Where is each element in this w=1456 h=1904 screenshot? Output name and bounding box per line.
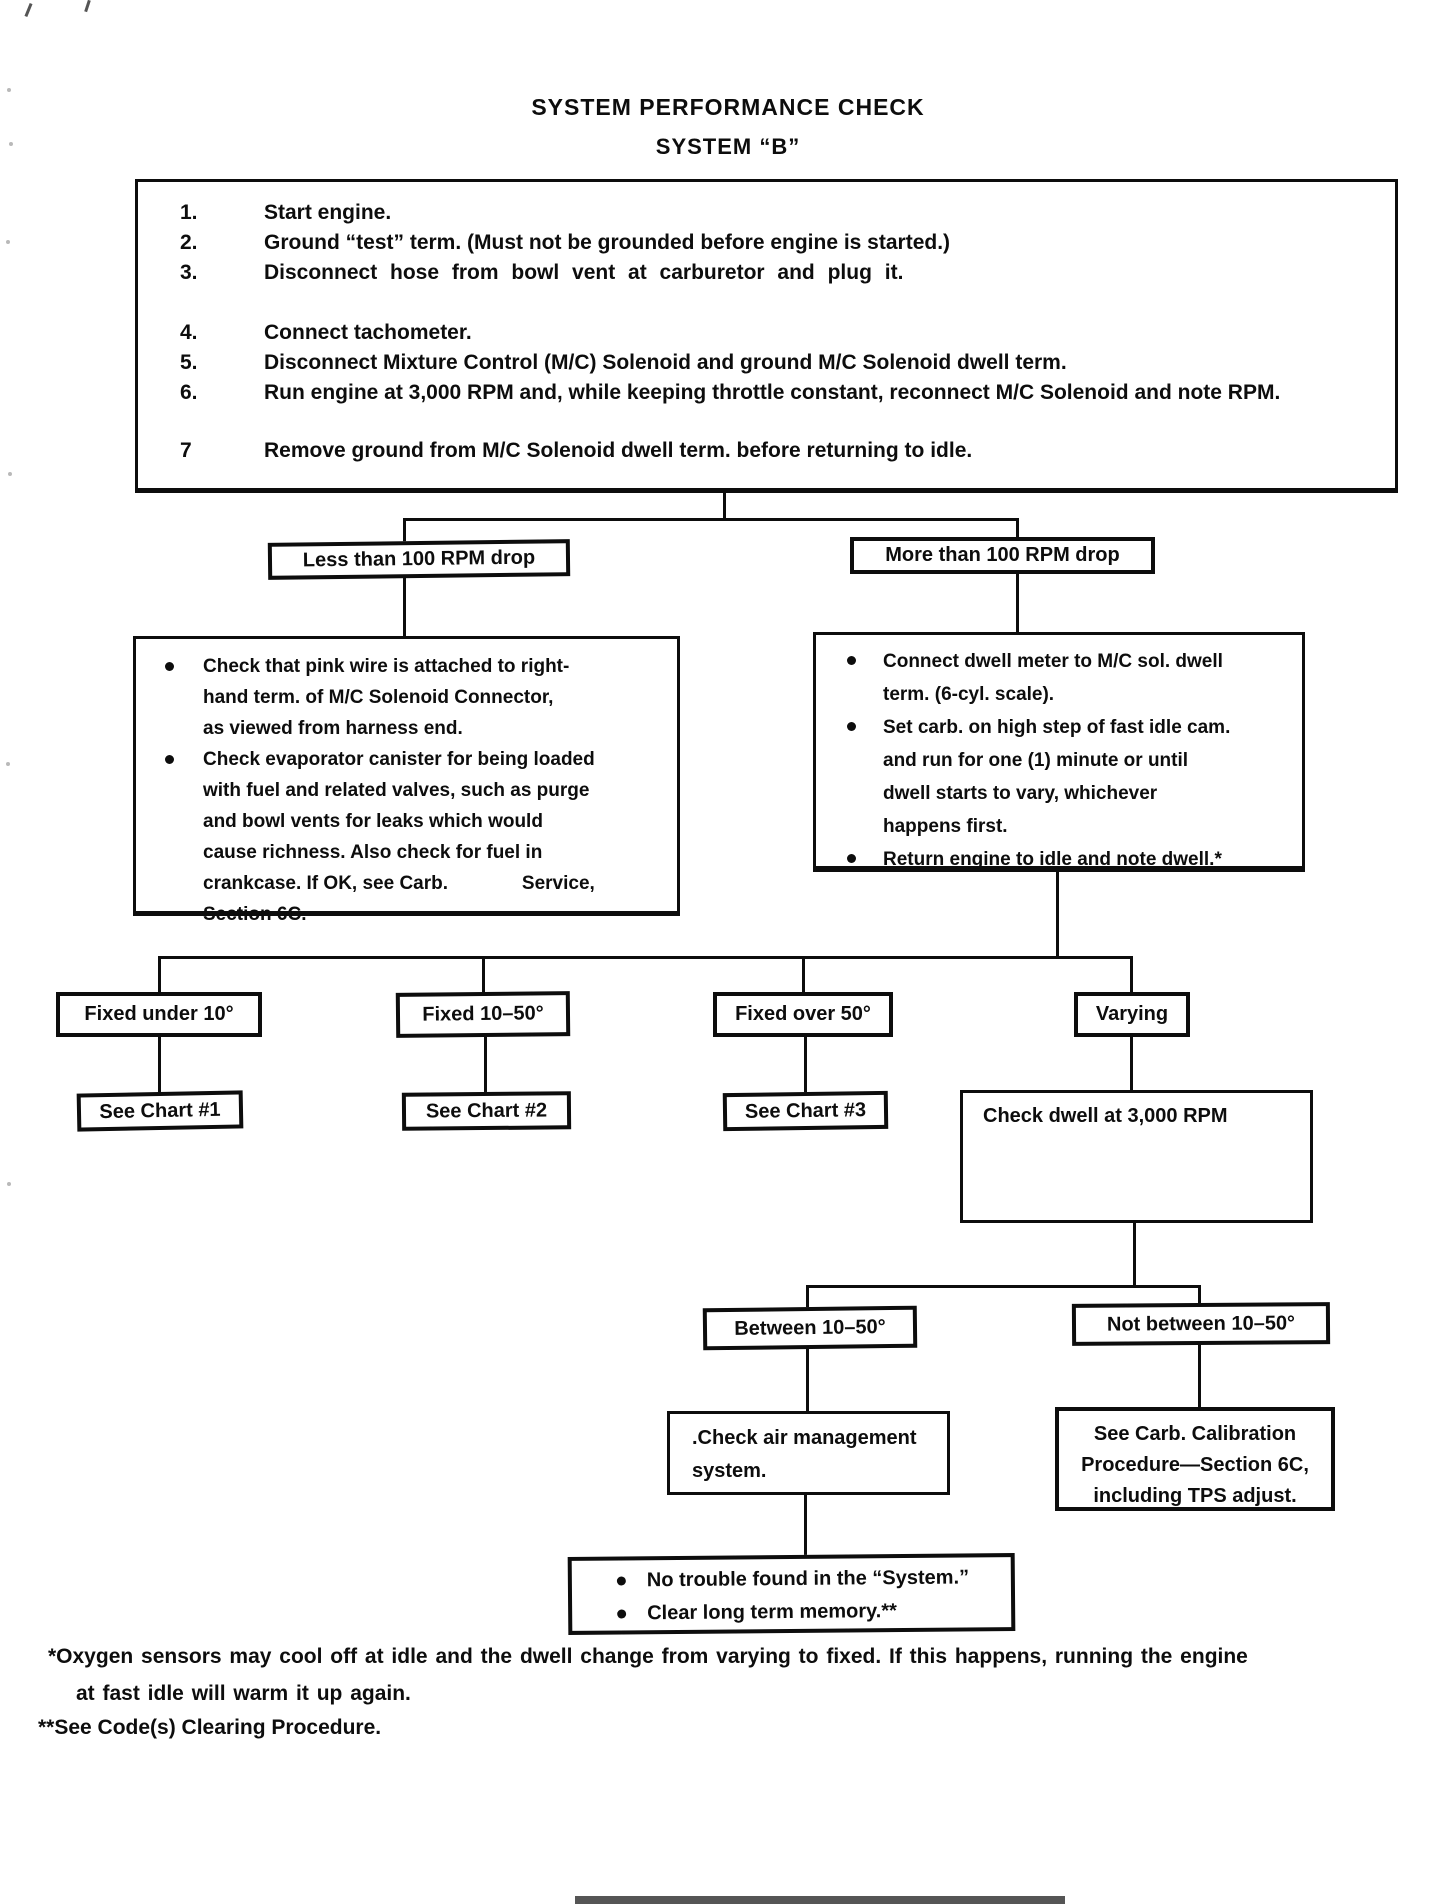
scan-speck (7, 1182, 11, 1186)
bullet-line: Clear long term memory.** (597, 1594, 1011, 1631)
step-row (180, 318, 1375, 348)
step-number: 7 (180, 439, 192, 462)
bullet-icon (617, 1609, 626, 1618)
scan-speck (8, 472, 12, 476)
action-box-see-chart-2: See Chart #2 (402, 1091, 571, 1130)
connector-line (806, 1348, 809, 1411)
scan-speck (7, 88, 11, 92)
bullet-line: Return engine to idle and note dwell.* (835, 843, 1296, 876)
between-10-50-box: Between 10–50° (703, 1306, 917, 1351)
bullet-line: dwell starts to vary, whichever (883, 783, 1158, 804)
connector-line (1130, 956, 1133, 994)
right-dwell-box (813, 632, 1305, 872)
connector-line (482, 956, 485, 994)
bullet-line: cause richness. Also check for fuel in (203, 842, 543, 863)
step-text: Disconnect hose from bowl vent at carburetor and plug it. (264, 261, 904, 284)
bullet-line: as viewed from harness end. (203, 718, 463, 739)
bullet-icon (847, 656, 856, 665)
connector-line (484, 1037, 487, 1092)
outcome-box-fixed-10-50: Fixed 10–50° (396, 991, 570, 1038)
outcome-box-varying: Varying (1074, 992, 1190, 1037)
step-row (180, 378, 1375, 408)
bullet-icon (847, 854, 856, 863)
bullet-line: Connect dwell meter to M/C sol. dwell (835, 645, 1296, 678)
scan-speck (6, 240, 10, 244)
step-number: 1. (180, 201, 198, 224)
step-row (180, 198, 1375, 228)
bullet-icon (617, 1576, 626, 1585)
air-management-box: .Check air management system. (667, 1411, 950, 1495)
step-text: Ground “test” term. (Must not be grounded before engine is started.) (264, 231, 951, 254)
connector-line (403, 577, 406, 638)
bullet-line: Set carb. on high step of fast idle cam. (835, 711, 1296, 744)
connector-line (1056, 872, 1059, 958)
step-text: Remove ground from M/C Solenoid dwell term. before returning to idle. (264, 439, 973, 462)
carb-calibration-box: See Carb. Calibration Procedure—Section 6C, including TPS adjust. (1055, 1407, 1335, 1511)
page-edge-mark (575, 1896, 1065, 1904)
page-subtitle: SYSTEM “B” (655, 134, 801, 159)
scan-speck (6, 762, 10, 766)
bullet-line: and run for one (1) minute or until (883, 750, 1189, 771)
footnote: at fast idle will warm it up again. (76, 1682, 411, 1705)
step-row (180, 228, 1375, 258)
procedure-steps-box (135, 179, 1398, 493)
step-text: Start engine. (264, 201, 392, 224)
bullet-line: No trouble found in the “System.” (597, 1561, 1011, 1598)
connector-line (723, 491, 726, 520)
left-checks-box (133, 636, 680, 925)
bullet-icon (847, 722, 856, 731)
bullet-line: Check evaporator canister for being loaded (153, 744, 669, 775)
footnote: *Oxygen sensors may cool off at idle and the dwell change from varying to fixed. If this happens, running the engine (48, 1645, 1248, 1668)
connector-line (158, 956, 1133, 959)
footnote: **See Code(s) Clearing Procedure. (38, 1716, 382, 1739)
connector-line (804, 1037, 807, 1092)
bullet-line: Section 6C. (203, 904, 307, 925)
outcome-box-fixed-under-10: Fixed under 10° (56, 992, 262, 1037)
step-number: 2. (180, 231, 198, 254)
connector-line (403, 518, 1019, 521)
connector-line (158, 956, 161, 994)
bullet-line: and bowl vents for leaks which would (203, 811, 543, 832)
step-text: Run engine at 3,000 RPM and, while keeping throttle constant, reconnect M/C Solenoid and note RPM. (264, 381, 1281, 404)
bullet-line: Check that pink wire is attached to right- (153, 651, 669, 682)
step-row (180, 436, 1375, 466)
connector-line (806, 1285, 809, 1309)
action-box-see-chart-3: See Chart #3 (723, 1091, 889, 1131)
connector-line (1133, 1223, 1136, 1287)
step-row (180, 258, 1375, 288)
page-title: SYSTEM PERFORMANCE CHECK (531, 94, 925, 120)
connector-line (804, 1495, 807, 1555)
connector-line (1198, 1344, 1201, 1407)
bullet-line: hand term. of M/C Solenoid Connector, (203, 687, 554, 708)
scan-artifact (84, 0, 91, 12)
bullet-line: happens first. (883, 816, 1008, 837)
check-dwell-box: Check dwell at 3,000 RPM (960, 1090, 1313, 1223)
branch-label-more-than-100-rpm: More than 100 RPM drop (850, 537, 1155, 574)
bullet-icon (165, 755, 174, 764)
action-box-see-chart-1: See Chart #1 (77, 1090, 244, 1131)
scan-artifact (24, 3, 32, 17)
step-number: 3. (180, 261, 198, 284)
connector-line (806, 1285, 1201, 1288)
bullet-line: crankcase. If OK, see Carb. Service, (203, 873, 595, 894)
step-number: 6. (180, 381, 198, 404)
step-text: Connect tachometer. (264, 321, 472, 344)
connector-line (1016, 573, 1019, 634)
step-number: 5. (180, 351, 198, 374)
bullet-line: term. (6-cyl. scale). (883, 684, 1055, 705)
step-number: 4. (180, 321, 198, 344)
step-row (180, 348, 1375, 378)
step-text: Disconnect Mixture Control (M/C) Solenoid and ground M/C Solenoid dwell term. (264, 351, 1067, 374)
connector-line (403, 518, 406, 544)
bullet-line: with fuel and related valves, such as purge (203, 780, 590, 801)
outcome-box-fixed-over-50: Fixed over 50° (713, 992, 893, 1037)
not-between-10-50-box: Not between 10–50° (1072, 1302, 1330, 1346)
branch-label-less-than-100-rpm: Less than 100 RPM drop (268, 539, 570, 580)
connector-line (1130, 1037, 1133, 1090)
bullet-icon (165, 662, 174, 671)
connector-line (802, 956, 805, 994)
results-box (568, 1553, 1016, 1635)
connector-line (158, 1037, 161, 1092)
